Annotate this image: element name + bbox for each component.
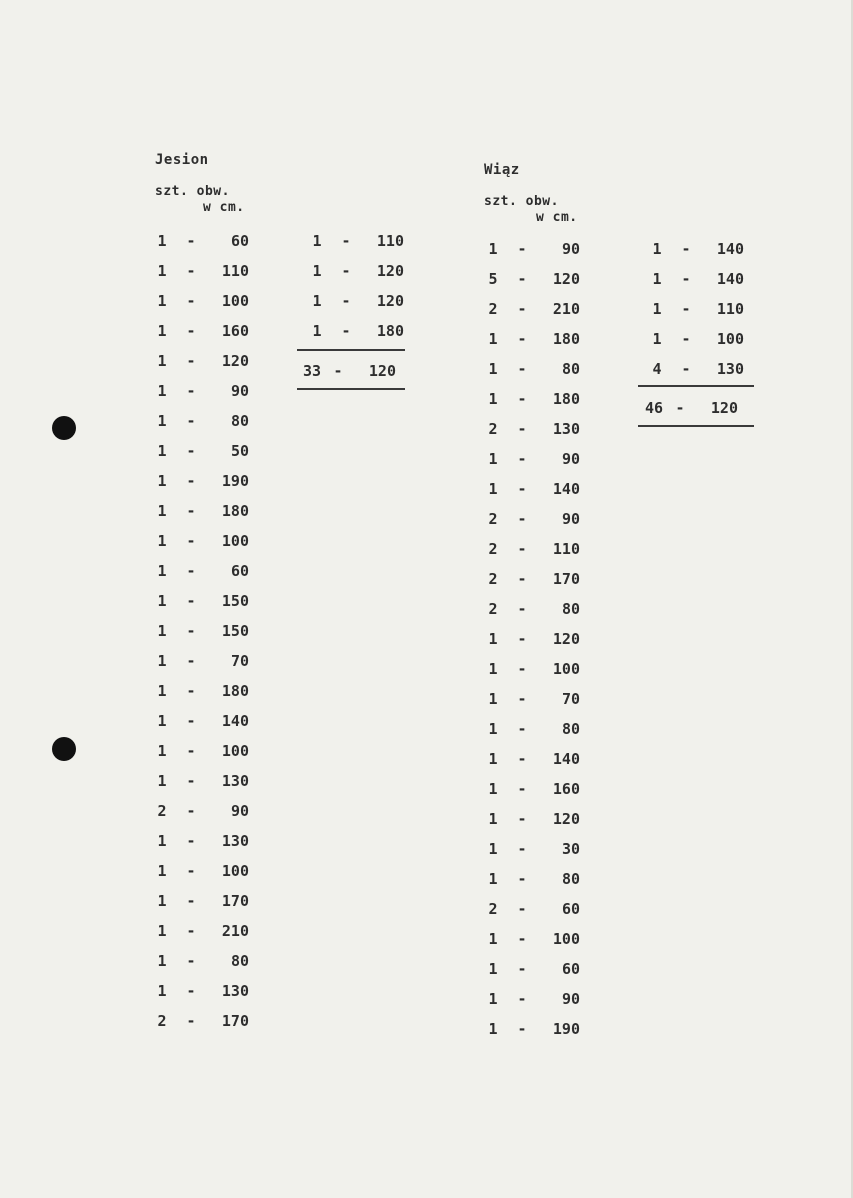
row-qty: 1 [157, 982, 167, 1000]
row-sep: - [186, 892, 196, 910]
row-circ: 160 [221, 322, 249, 340]
row-qty: 1 [488, 450, 498, 468]
row-sep: - [186, 502, 196, 520]
row-sep: - [517, 450, 527, 468]
row-sep: - [681, 240, 691, 258]
row-circ: 100 [221, 742, 249, 760]
row-circ: 100 [552, 660, 580, 678]
row-sep: - [186, 442, 196, 460]
punch-hole-top [52, 416, 76, 440]
row-sep: - [186, 262, 196, 280]
row-qty: 1 [157, 922, 167, 940]
row-circ: 210 [221, 922, 249, 940]
row-qty: 2 [488, 300, 498, 318]
row-sep: - [186, 862, 196, 880]
row-sep: - [186, 712, 196, 730]
row-circ: 120 [552, 810, 580, 828]
row-circ: 170 [221, 892, 249, 910]
row-sep: - [681, 330, 691, 348]
row-circ: 170 [221, 1012, 249, 1030]
row-circ: 120 [376, 292, 404, 310]
row-qty: 1 [652, 330, 662, 348]
row-qty: 1 [157, 472, 167, 490]
row-sep: - [517, 510, 527, 528]
row-circ: 110 [552, 540, 580, 558]
row-sep: - [186, 322, 196, 340]
row-sep: - [186, 292, 196, 310]
row-circ: 140 [552, 750, 580, 768]
row-circ: 120 [376, 262, 404, 280]
row-circ: 120 [552, 630, 580, 648]
row-qty: 1 [157, 682, 167, 700]
row-qty: 1 [488, 360, 498, 378]
row-sep: - [517, 630, 527, 648]
row-circ: 70 [230, 652, 249, 670]
row-qty: 1 [157, 652, 167, 670]
row-sep: - [186, 412, 196, 430]
row-circ: 190 [221, 472, 249, 490]
row-sep: - [517, 270, 527, 288]
row-qty: 1 [488, 1020, 498, 1038]
row-sep: - [517, 540, 527, 558]
row-sep: - [341, 292, 351, 310]
row-qty: 5 [488, 270, 498, 288]
row-sep: - [341, 322, 351, 340]
row-sep: - [517, 840, 527, 858]
row-circ: 100 [221, 292, 249, 310]
row-qty: 1 [157, 592, 167, 610]
row-qty: 1 [488, 960, 498, 978]
row-circ: 80 [230, 952, 249, 970]
row-sep: - [517, 660, 527, 678]
row-sep: - [186, 472, 196, 490]
row-circ: 160 [552, 780, 580, 798]
row-circ: 90 [230, 802, 249, 820]
row-qty: 1 [157, 412, 167, 430]
row-sep: - [517, 480, 527, 498]
row-circ: 80 [230, 412, 249, 430]
row-sep: - [517, 960, 527, 978]
row-sep: - [341, 262, 351, 280]
row-qty: 1 [488, 480, 498, 498]
row-circ: 140 [716, 270, 744, 288]
row-sep: - [517, 390, 527, 408]
row-sep: - [517, 690, 527, 708]
row-sep: - [186, 622, 196, 640]
row-qty: 1 [157, 352, 167, 370]
row-sep: - [681, 270, 691, 288]
row-circ: 60 [230, 232, 249, 250]
row-sep: - [517, 600, 527, 618]
row-qty: 1 [157, 622, 167, 640]
total-sep: - [333, 362, 343, 380]
row-circ: 180 [221, 682, 249, 700]
row-qty: 1 [488, 810, 498, 828]
row-sep: - [186, 982, 196, 1000]
row-circ: 130 [221, 772, 249, 790]
row-circ: 180 [376, 322, 404, 340]
row-sep: - [517, 990, 527, 1008]
row-qty: 1 [312, 232, 322, 250]
row-qty: 4 [652, 360, 662, 378]
row-sep: - [186, 832, 196, 850]
row-sep: - [517, 1020, 527, 1038]
total-qty: 46 [644, 399, 664, 417]
row-sep: - [186, 742, 196, 760]
row-qty: 1 [157, 712, 167, 730]
row-qty: 2 [488, 510, 498, 528]
row-circ: 80 [561, 870, 580, 888]
row-qty: 1 [157, 502, 167, 520]
row-qty: 1 [157, 892, 167, 910]
row-sep: - [517, 810, 527, 828]
row-sep: - [517, 720, 527, 738]
column-header [484, 194, 578, 226]
row-circ: 50 [230, 442, 249, 460]
row-circ: 90 [561, 450, 580, 468]
row-sep: - [517, 900, 527, 918]
row-circ: 80 [561, 720, 580, 738]
row-qty: 2 [488, 540, 498, 558]
row-sep: - [186, 772, 196, 790]
row-qty: 1 [652, 300, 662, 318]
jesion-sum-rule-bottom [297, 388, 405, 390]
row-circ: 60 [561, 900, 580, 918]
row-qty: 2 [488, 570, 498, 588]
row-circ: 90 [230, 382, 249, 400]
row-sep: - [186, 562, 196, 580]
row-sep: - [517, 240, 527, 258]
species-title-wiaz: Wiąz [484, 162, 520, 178]
row-circ: 150 [221, 592, 249, 610]
row-qty: 1 [157, 952, 167, 970]
row-sep: - [517, 300, 527, 318]
wiaz-sum-rule-bottom [638, 425, 754, 427]
row-qty: 1 [157, 832, 167, 850]
row-qty: 1 [488, 840, 498, 858]
row-qty: 1 [157, 532, 167, 550]
row-circ: 170 [552, 570, 580, 588]
row-qty: 1 [157, 262, 167, 280]
row-sep: - [517, 570, 527, 588]
row-circ: 140 [716, 240, 744, 258]
row-circ: 30 [561, 840, 580, 858]
row-sep: - [681, 300, 691, 318]
row-qty: 1 [488, 870, 498, 888]
row-sep: - [186, 382, 196, 400]
row-circ: 130 [221, 982, 249, 1000]
row-qty: 2 [157, 1012, 167, 1030]
row-qty: 1 [488, 720, 498, 738]
row-qty: 1 [157, 742, 167, 760]
row-circ: 110 [221, 262, 249, 280]
row-qty: 2 [488, 600, 498, 618]
row-qty: 2 [488, 900, 498, 918]
row-qty: 2 [488, 420, 498, 438]
row-circ: 100 [552, 930, 580, 948]
row-sep: - [186, 1012, 196, 1030]
row-sep: - [517, 420, 527, 438]
row-circ: 120 [552, 270, 580, 288]
row-circ: 120 [221, 352, 249, 370]
row-sep: - [517, 780, 527, 798]
row-circ: 100 [221, 532, 249, 550]
row-circ: 70 [561, 690, 580, 708]
row-circ: 130 [716, 360, 744, 378]
row-qty: 1 [157, 232, 167, 250]
header-qty-circ: szt. obw. [155, 184, 230, 199]
row-sep: - [341, 232, 351, 250]
row-sep: - [186, 352, 196, 370]
row-qty: 1 [488, 930, 498, 948]
row-circ: 60 [230, 562, 249, 580]
row-sep: - [186, 682, 196, 700]
row-qty: 1 [488, 390, 498, 408]
row-qty: 1 [488, 780, 498, 798]
row-sep: - [186, 952, 196, 970]
row-circ: 60 [561, 960, 580, 978]
row-qty: 1 [312, 262, 322, 280]
row-circ: 180 [552, 330, 580, 348]
row-sep: - [186, 922, 196, 940]
row-qty: 1 [312, 292, 322, 310]
row-qty: 1 [157, 442, 167, 460]
row-circ: 100 [716, 330, 744, 348]
row-circ: 180 [221, 502, 249, 520]
row-circ: 140 [221, 712, 249, 730]
row-sep: - [186, 592, 196, 610]
row-qty: 1 [157, 772, 167, 790]
row-sep: - [517, 930, 527, 948]
row-circ: 90 [561, 510, 580, 528]
row-circ: 190 [552, 1020, 580, 1038]
total-qty: 33 [302, 362, 322, 380]
wiaz-sum-rule-top [638, 385, 754, 387]
row-qty: 1 [488, 990, 498, 1008]
row-qty: 1 [488, 750, 498, 768]
row-circ: 130 [221, 832, 249, 850]
row-circ: 90 [561, 240, 580, 258]
row-circ: 110 [716, 300, 744, 318]
row-sep: - [186, 652, 196, 670]
row-qty: 1 [157, 292, 167, 310]
row-circ: 150 [221, 622, 249, 640]
row-circ: 180 [552, 390, 580, 408]
header-unit: w cm. [536, 210, 578, 225]
row-circ: 140 [552, 480, 580, 498]
row-circ: 90 [561, 990, 580, 1008]
row-qty: 1 [312, 322, 322, 340]
row-circ: 80 [561, 600, 580, 618]
row-sep: - [517, 360, 527, 378]
species-title-jesion: Jesion [155, 152, 209, 168]
row-qty: 1 [157, 862, 167, 880]
row-qty: 1 [488, 690, 498, 708]
jesion-sum-rule-top [297, 349, 405, 351]
total-circ: 120 [368, 362, 396, 380]
row-circ: 130 [552, 420, 580, 438]
row-circ: 110 [376, 232, 404, 250]
header-unit: w cm. [203, 200, 245, 215]
row-sep: - [186, 802, 196, 820]
row-qty: 1 [652, 240, 662, 258]
punch-hole-bottom [52, 737, 76, 761]
column-header [155, 184, 245, 216]
row-circ: 210 [552, 300, 580, 318]
row-qty: 1 [157, 322, 167, 340]
row-qty: 1 [488, 630, 498, 648]
row-sep: - [517, 330, 527, 348]
header-qty-circ: szt. obw. [484, 194, 559, 209]
row-sep: - [517, 750, 527, 768]
row-qty: 1 [488, 660, 498, 678]
row-sep: - [517, 870, 527, 888]
row-circ: 100 [221, 862, 249, 880]
row-qty: 1 [652, 270, 662, 288]
row-sep: - [681, 360, 691, 378]
row-qty: 1 [157, 382, 167, 400]
row-sep: - [186, 532, 196, 550]
row-qty: 1 [488, 330, 498, 348]
row-sep: - [186, 232, 196, 250]
row-qty: 2 [157, 802, 167, 820]
total-circ: 120 [710, 399, 738, 417]
row-qty: 1 [157, 562, 167, 580]
total-sep: - [675, 399, 685, 417]
row-qty: 1 [488, 240, 498, 258]
row-circ: 80 [561, 360, 580, 378]
